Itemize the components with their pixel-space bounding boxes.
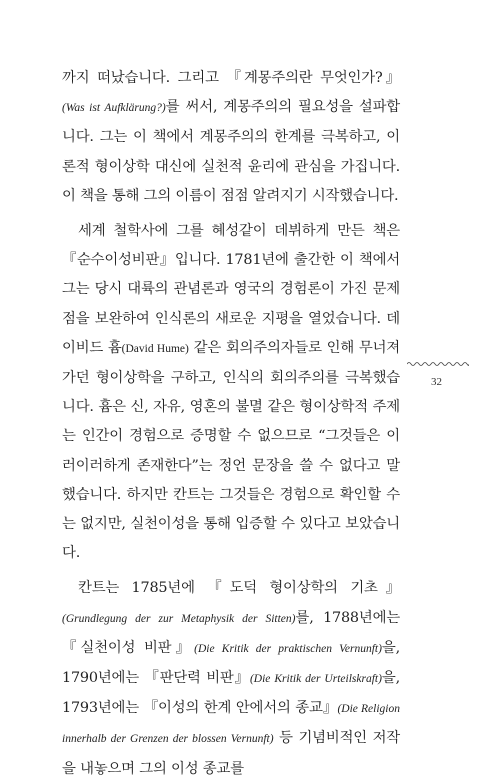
- italic-title-run: (Grundlegung der zur Metaphysik der Sitten): [62, 612, 296, 625]
- paragraph-2: [62, 217, 400, 568]
- italic-title-run: (Die Kritik der Urteilskraft): [249, 673, 382, 686]
- text-run: 를, 1788년에는 『실천이성 비판』: [62, 609, 400, 656]
- text-run: 등 기념비적인 저작을 내놓으며 그의 이성 종교를: [62, 730, 400, 777]
- text-run: 세계 철학사에 그를 혜성같이 데뷔하게 만든 책은 『순수이성비판』입니다. 1781년에 출간한 이 책에서 그는 당시 대륙의 관념론과 영국의 경험론이 가진 문제점을 보완하여 인식론의 새로운 지평을 열었습니다. 데이비드 흄: [62, 223, 400, 356]
- text-run: (David Hume): [121, 342, 189, 355]
- body-text: [62, 64, 400, 784]
- page-number-wave-ornament: [407, 361, 469, 367]
- italic-title-run: (Die Religion innerhalb der Grenzen der blossen Vernunft): [62, 703, 400, 746]
- text-run: 를 써서, 계몽주의의 필요성을 설파합니다. 그는 이 책에서 계몽주의의 한계를 극복하고, 이론적 형이상학 대신에 실천적 윤리에 관심을 가집니다. 이 책을 통해 그의 이름이 점점 알려지기 시작했습니다.: [62, 99, 400, 204]
- text-run: 을, 1790년에는 『판단력 비판』: [62, 639, 400, 687]
- text-run: 까지 떠났습니다. 그리고 『계몽주의란 무엇인가?』: [62, 70, 400, 86]
- italic-title-run: (Die Kritik der praktischen Vernunft): [194, 642, 382, 655]
- italic-title-run: (Was ist Aufklärung?): [62, 102, 166, 115]
- text-run: 을, 1793년에는 『이성의 한계 안에서의 종교』: [62, 670, 400, 717]
- paragraph-1: [62, 64, 400, 211]
- text-run: 같은 회의주의자들로 인해 무너져 가던 형이상학을 구하고, 인식의 회의주의를 극복했습니다. 흄은 신, 자유, 영혼의 불멸 같은 형이상학적 주제는 인간이 경험으로 증명할 수 없으므로 “그것들은 이러이러하게 존재한다”는 정언 문장을 쓸 수 없다고 말했습니다. 하지만 칸트는 그것들은 경험으로 확인할 수는 없지만, 실천이성을 통해 입증할 수 있다고 보았습니다.: [62, 339, 400, 562]
- page-number: 32: [431, 376, 442, 388]
- paragraph-3: [62, 574, 400, 783]
- text-run: 칸트는 1785년에 『도덕 형이상학의 기초』: [78, 580, 400, 597]
